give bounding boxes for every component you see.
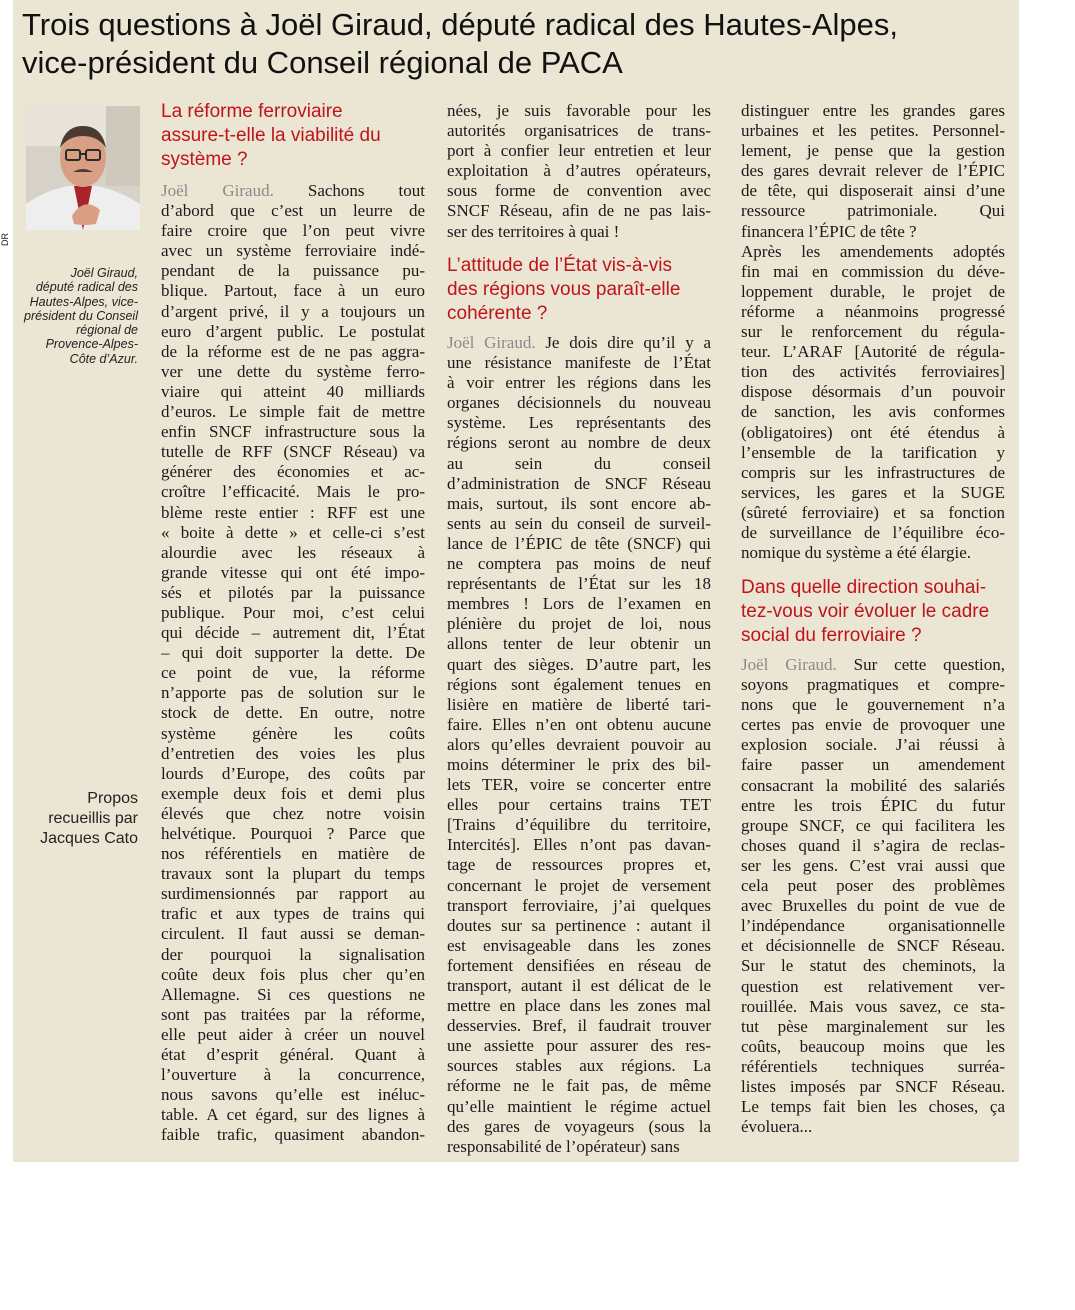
question-line: Dans quelle direction souhai- <box>741 577 987 598</box>
text-line: coûts, beaucoup moins que les <box>741 1036 1005 1056</box>
text-line: élevés que chez notre voisin <box>161 803 425 823</box>
answer-1-text <box>161 181 425 1146</box>
text-line: distinguer entre les grandes gares <box>741 101 1005 120</box>
article-headline <box>22 6 1012 82</box>
question-line: social du ferroviaire ? <box>741 625 922 646</box>
text-line: soyons pragmatiques et compre- <box>741 675 1005 695</box>
text-line: nos référentiels en matière de <box>161 844 425 864</box>
text-line: pendant de la puissance pu- <box>161 261 425 281</box>
text-line: teur. L’ARAF [Autorité de régula- <box>741 342 1005 362</box>
text-line: ver une dette du système ferro- <box>161 361 425 381</box>
text-line: SNCF Réseau, afin de ne pas lais- <box>447 201 711 221</box>
text-line: n’apporte pas de solution sur le <box>161 683 425 703</box>
text-line: des gares devrait relever de l’ÉPIC <box>741 161 1005 181</box>
speaker-name: Joël Giraud. <box>161 181 274 200</box>
text-line: nomique du système a été élargie. <box>741 543 972 563</box>
text-line: tage de ressources propres et, <box>447 855 711 875</box>
text-line: avec un système ferroviaire indé- <box>161 241 425 261</box>
text-line: faire. Elles n’en ont obtenu aucune <box>447 714 711 734</box>
photo-credit: DR <box>0 233 10 246</box>
text-line: viaire qui atteint 40 milliards <box>161 381 425 401</box>
text-line: listes imposés par SNCF Réseau. <box>741 1076 1005 1096</box>
text-line: services, les gares et la SUGE <box>741 482 1005 502</box>
text-line: loppement durable, le projet de <box>741 281 1005 301</box>
text-line: « boite à dette » et celle-ci s’est <box>161 522 425 542</box>
text-line: représentants de l’État sur les 18 <box>447 574 711 594</box>
question-line: système ? <box>161 149 248 170</box>
byline-line: recueillis par <box>48 810 138 827</box>
text-line: organes décisionnels du nouveau <box>447 393 711 413</box>
text-line: certes pas envie de provoquer une <box>741 715 1005 735</box>
text-line: ce point de vue, la réforme <box>161 663 425 683</box>
text-line: enfin SNCF infrastructure sous la <box>161 422 425 442</box>
text-line: lisière en matière de liberté tari- <box>447 694 711 714</box>
text-line: mettre en place dans les zones mal <box>447 996 711 1016</box>
text-line: lance de l’ÉPIC de tête (SNCF) qui <box>447 533 711 553</box>
text-line: est envisageable dans les zones <box>447 935 711 955</box>
question-3 <box>741 576 1011 648</box>
text-line: ne comptera pas moins de neuf <box>447 554 711 574</box>
text-line: d’entretien des voies les plus <box>161 743 425 763</box>
answer-first-words: Je dois dire qu’il y a <box>545 333 711 352</box>
text-line: dispose désormais d’un pouvoir <box>741 382 1005 402</box>
answer-first-line <box>447 333 711 353</box>
text-line: Sur le statut des cheminots, la <box>741 956 1005 976</box>
answer-1-continued <box>447 101 711 242</box>
text-line: réforme ne le fait pas, de même <box>447 1076 711 1096</box>
question-line: La réforme ferroviaire <box>161 101 343 122</box>
text-line: lement, je pense que la gestion <box>741 141 1005 161</box>
text-line: d’abord que c’est un leurre de <box>161 201 425 221</box>
text-line: nous savons qu’elle est inéluc- <box>161 1085 425 1105</box>
answer-first-line <box>161 181 425 201</box>
text-line: référentiels techniques surréa- <box>741 1056 1005 1076</box>
text-line: trafic et aux types de trains qui <box>161 904 425 924</box>
text-line: stock de dette. En outre, notre <box>161 703 425 723</box>
text-line: consacrant la mobilité des salariés <box>741 775 1005 795</box>
text-line: une résistance manifeste de l’État <box>447 353 711 373</box>
text-line: moins déterminer le prix des bil- <box>447 754 711 774</box>
answer-3-text <box>741 655 1005 1137</box>
text-line: sous forme de convention avec <box>447 181 711 201</box>
portrait-illustration <box>26 106 140 230</box>
answer-2-continued <box>741 101 1005 563</box>
question-2 <box>447 254 717 326</box>
text-line: grande vitesse qui ont été impo- <box>161 562 425 582</box>
text-line: système. Les représentants des <box>447 413 711 433</box>
text-line: faire croire que l’on peut vivre <box>161 221 425 241</box>
question-line: tez-vous voir évoluer le cadre <box>741 601 990 622</box>
text-line: concernant le projet de versement <box>447 875 711 895</box>
text-line: sont pas traitées par la réforme, <box>161 1004 425 1024</box>
answer-first-line <box>741 655 1005 675</box>
text-line: [Trains d’équilibre du territoire, <box>447 815 711 835</box>
text-line: Allemagne. Si ces questions ne <box>161 984 425 1004</box>
text-line: régions sont également tenues en <box>447 674 711 694</box>
text-line: nons que le gouvernement n’a <box>741 695 1005 715</box>
answer-first-words: Sachons tout <box>307 181 425 200</box>
text-line: l’ensemble de la tarification y <box>741 442 1005 462</box>
text-line: des gares de voyageurs (sous la <box>447 1116 711 1136</box>
text-line: ser des territoires à quai ! <box>447 221 620 241</box>
speaker-name: Joël Giraud. <box>447 333 536 352</box>
text-line: allons tenter de leur obtenir un <box>447 634 711 654</box>
caption-line: Provence-Alpes- <box>45 337 138 352</box>
question-1 <box>161 100 431 172</box>
text-line: elle peut aider à créer un nouvel <box>161 1024 425 1044</box>
text-line: autorités organisatrices de trans- <box>447 121 711 141</box>
text-line: (sûreté ferroviaire) et sa fonction <box>741 502 1005 522</box>
text-line: fin mai en commission du déve- <box>741 261 1005 281</box>
text-line: à voir entrer les régions dans les <box>447 373 711 393</box>
byline <box>16 789 138 849</box>
text-line: régions seront au nombre de deux <box>447 433 711 453</box>
text-line: port à confier leur entretien et leur <box>447 141 711 161</box>
question-line: cohérente ? <box>447 303 548 324</box>
text-line: sents au sein du conseil de surveil- <box>447 513 711 533</box>
text-line: tutelle de RFF (SNCF Réseau) va <box>161 442 425 462</box>
text-line: transport ferroviaire, j’ai quelques <box>447 895 711 915</box>
caption-line: régional de <box>76 323 138 338</box>
text-line: au sein du conseil <box>447 453 711 473</box>
text-line: exemple deux fois et demi plus <box>161 783 425 803</box>
text-line: état d’esprit général. Quant à <box>161 1045 425 1065</box>
text-line: surdimensionnés par rapport au <box>161 884 425 904</box>
text-line: cela peut poser des problèmes <box>741 876 1005 896</box>
text-line: l’ouverture à la concurrence, <box>161 1065 425 1085</box>
text-line: de sanction, les avis conformes <box>741 402 1005 422</box>
text-line: ser les gens. C’est vrai aussi que <box>741 855 1005 875</box>
text-line: tion des activités ferroviaires] <box>741 362 1005 382</box>
text-line: générer des économies et ac- <box>161 462 425 482</box>
text-line: nées, je suis favorable pour les <box>447 101 711 120</box>
text-line: rouillée. Mais vous savez, ce sta- <box>741 996 1005 1016</box>
headline-line-2: vice-président du Conseil régional de PACA <box>22 45 623 80</box>
text-line: circulent. Il faut aussi se deman- <box>161 924 425 944</box>
text-line: – qui doit supporter la dette. De <box>161 643 425 663</box>
text-line: de surveillance de l’équilibre éco- <box>741 522 1005 542</box>
text-line: système génère les coûts <box>161 723 425 743</box>
text-line: lets TER, voire se concerter entre <box>447 775 711 795</box>
text-line: lourds d’Europe, des coûts par <box>161 763 425 783</box>
text-line: compris sur les infrastructures de <box>741 462 1005 482</box>
text-line: quart des sièges. D’autre part, les <box>447 654 711 674</box>
text-line: réforme a néanmoins progressé <box>741 301 1005 321</box>
text-line: doutes sur sa pertinence : autant il <box>447 915 711 935</box>
text-line: plénière du projet de loi, nous <box>447 614 711 634</box>
text-line: l’indépendance organisationnelle <box>741 916 1005 936</box>
text-line: entre les trois ÉPIC du futur <box>741 795 1005 815</box>
portrait-photo <box>26 106 140 230</box>
text-line: der pourquoi la signalisation <box>161 944 425 964</box>
text-line: croître l’efficacité. Mais le pro- <box>161 482 425 502</box>
text-line: euro d’argent public. Le postulat <box>161 321 425 341</box>
text-line: alourdie avec les réseaux à <box>161 542 425 562</box>
text-line: d’euros. Le simple fait de mettre <box>161 402 425 422</box>
caption-line: Côte d’Azur. <box>69 351 138 366</box>
byline-line: Jacques Cato <box>40 830 138 847</box>
text-line: de tête, qui disposerait ainsi d’une <box>741 181 1005 201</box>
text-line: et décisionnelle de SNCF Réseau. <box>741 936 1005 956</box>
text-line: table. A cet égard, sur des lignes à <box>161 1105 425 1125</box>
caption-line: Hautes-Alpes, vice- <box>29 294 138 309</box>
text-line: de la réforme est de ne pas aggra- <box>161 341 425 361</box>
caption-line: député radical des <box>35 280 138 295</box>
text-line: urbaines et les petites. Personnel- <box>741 121 1005 141</box>
text-line: desservies. Bref, il faudrait trouver <box>447 1016 711 1036</box>
text-line: sur le renforcement du régula- <box>741 322 1005 342</box>
text-line: ressource patrimoniale. Qui <box>741 201 1005 221</box>
text-line: membres ! Lors de l’examen en <box>447 594 711 614</box>
question-line: L’attitude de l’État vis-à-vis <box>447 255 672 276</box>
text-line: évoluera... <box>741 1117 813 1137</box>
text-line: faible trafic, quasiment abandon- <box>161 1125 425 1145</box>
text-line: faire passer un amendement <box>741 755 1005 775</box>
text-line: blème reste entier : RFF est une <box>161 502 425 522</box>
text-line: responsabilité de l’opérateur) sans <box>447 1136 680 1156</box>
text-line: transport, autant il est délicat de le <box>447 976 711 995</box>
text-line: helvétique. Pourquoi ? Parce que <box>161 824 425 843</box>
text-line: groupe SNCF, ce qui facilitera les <box>741 815 1005 835</box>
text-line: exploitation à d’autres opérateurs, <box>447 161 711 181</box>
byline-line: Propos <box>87 790 138 807</box>
photo-caption <box>16 266 138 366</box>
text-line: mais, surtout, ils sont encore ab- <box>447 493 711 513</box>
answer-2-text <box>447 333 711 1157</box>
text-line: travaux sont la plupart du temps <box>161 864 425 884</box>
text-line: choses quand il s’agira de reclas- <box>741 835 1005 855</box>
text-line: qui décide – autrement dit, l’État <box>161 623 425 643</box>
text-line: avec Bruxelles du point de vue de <box>741 896 1005 916</box>
answer-first-words: Sur cette question, <box>853 655 1005 674</box>
text-line: Le temps fait bien les choses, ça <box>741 1097 1005 1117</box>
caption-line: Joël Giraud, <box>70 266 138 280</box>
text-line: alors qu’elles devraient pouvoir au <box>447 734 711 754</box>
text-line: elles pour certains trains TET <box>447 795 711 815</box>
question-line: des régions vous paraît-elle <box>447 279 681 300</box>
text-line: d’administration de SNCF Réseau <box>447 473 711 493</box>
text-line: Intercités]. Elles n’ont pas davan- <box>447 835 711 855</box>
text-line: question est relativement ver- <box>741 976 1005 996</box>
text-line: d’argent privé, il y a toujours un <box>161 301 425 321</box>
text-line: Après les amendements adoptés <box>741 241 1005 261</box>
text-line: fortement densifiées en réseau de <box>447 955 711 975</box>
speaker-name: Joël Giraud. <box>741 655 837 674</box>
text-line: sources stables aux régions. La <box>447 1056 711 1076</box>
caption-line: président du Conseil <box>24 308 138 323</box>
question-line: assure-t-elle la viabilité du <box>161 125 381 146</box>
text-line: financera l’ÉPIC de tête ? <box>741 221 917 241</box>
text-line: (obligatoires) ont été étendus à <box>741 422 1005 442</box>
headline-line-1: Trois questions à Joël Giraud, député radical des Hautes-Alpes, <box>22 7 898 42</box>
text-line: sés et pilotés par la puissance <box>161 582 425 602</box>
text-line: explosion sociale. J’ai réussi à <box>741 735 1005 755</box>
text-line: coûte deux fois plus cher qu’en <box>161 964 425 984</box>
text-line: publique. Pour moi, c’est celui <box>161 602 425 622</box>
text-line: tut pèse marginalement sur les <box>741 1016 1005 1036</box>
text-line: une assiette pour assurer des res- <box>447 1036 711 1056</box>
text-line: blique. Partout, face à un euro <box>161 281 425 301</box>
text-line: qu’elle maintient le régime actuel <box>447 1096 711 1116</box>
